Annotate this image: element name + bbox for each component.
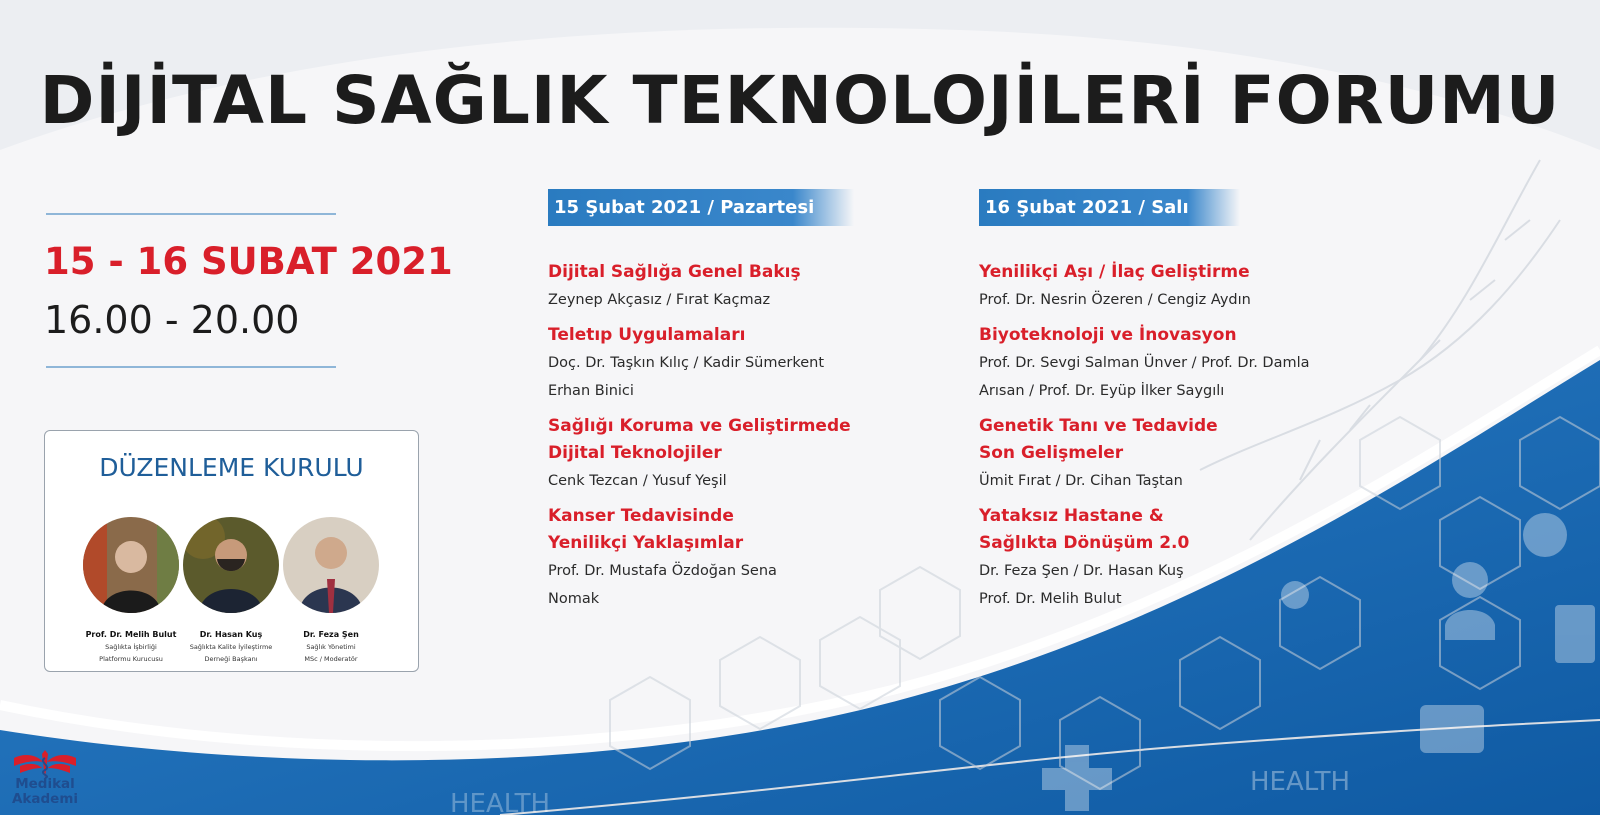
session-item: [548, 322, 968, 405]
session-title: Yenilikçi Aşı / İlaç Geliştirme: [979, 262, 1250, 282]
session-item: [979, 322, 1399, 405]
session-speakers: Ümit Fırat / Dr. Cihan Taştan: [979, 473, 1183, 489]
member-photo: [283, 517, 379, 613]
session-item: [979, 413, 1399, 495]
session-speakers: Cenk Tezcan / Yusuf Yeşil: [548, 473, 727, 489]
committee-member: [275, 517, 387, 663]
member-photo: [183, 517, 279, 613]
session-title: Dijital Sağlığa Genel Bakış: [548, 262, 801, 282]
session-speakers: Prof. Dr. Nesrin Özeren / Cengiz Aydın: [979, 292, 1251, 308]
organizing-committee-card: [44, 430, 419, 672]
session-speakers: Doç. Dr. Taşkın Kılıç / Kadir Sümerkent Erhan Binici: [548, 355, 825, 399]
page-title: DİJİTAL SAĞLIK TEKNOLOJİLERİ FORUMU: [39, 62, 1561, 139]
committee-heading: DÜZENLEME KURULU: [99, 453, 364, 482]
member-role-line1: Sağlık Yönetimi: [306, 643, 356, 651]
logo-wordmark: [8, 777, 82, 807]
event-hours: 16.00 - 20.00: [44, 298, 300, 342]
day-1-program: [548, 259, 968, 621]
session-title: Teletıp Uygulamaları: [548, 325, 746, 345]
member-role-line1: Sağlıkta Kalite İyileştirme: [189, 643, 273, 651]
session-speakers: Prof. Dr. Sevgi Salman Ünver / Prof. Dr. Damla Arısan / Prof. Dr. Eyüp İlker Saygılı: [979, 355, 1310, 399]
member-photo: [83, 517, 179, 613]
session-item: [548, 413, 968, 495]
session-item: [548, 259, 968, 314]
member-role-line1: Sağlıkta İşbirliği: [105, 643, 157, 651]
logo-line-2: Akademi: [11, 791, 79, 807]
committee-member: [75, 517, 187, 663]
day-1-header: 15 Şubat 2021 / Pazartesi: [548, 189, 854, 226]
event-dates: 15 - 16 SUBAT 2021: [44, 240, 453, 283]
session-title: Yataksız Hastane & Sağlıkta Dönüşüm 2.0: [979, 506, 1190, 553]
session-item: [548, 503, 968, 613]
session-speakers: Zeynep Akçasız / Fırat Kaçmaz: [548, 292, 771, 308]
session-title: Kanser Tedavisinde Yenilikçi Yaklaşımlar: [548, 506, 744, 553]
day-2-program: [979, 259, 1399, 621]
session-item: [979, 503, 1399, 613]
committee-member: [175, 517, 287, 663]
day-2-header: 16 Şubat 2021 / Salı: [979, 189, 1240, 226]
member-role-line2: Platformu Kurucusu: [99, 655, 163, 663]
session-title: Biyoteknoloji ve İnovasyon: [979, 325, 1237, 345]
member-role-line2: MSc / Moderatör: [304, 655, 358, 663]
session-title: Sağlığı Koruma ve Geliştirmede Dijital Teknolojiler: [548, 416, 851, 463]
session-item: [979, 259, 1399, 314]
member-name: Dr. Hasan Kuş: [199, 630, 263, 639]
session-title: Genetik Tanı ve Tedavide Son Gelişmeler: [979, 416, 1218, 463]
background-health-text-1: HEALTH: [1250, 767, 1351, 797]
bottom-divider: [46, 366, 336, 368]
session-speakers: Prof. Dr. Mustafa Özdoğan Sena Nomak: [548, 563, 777, 607]
top-divider: [46, 213, 336, 215]
session-speakers: Dr. Feza Şen / Dr. Hasan Kuş Prof. Dr. Melih Bulut: [979, 563, 1184, 607]
member-name: Prof. Dr. Melih Bulut: [85, 630, 177, 639]
logo-line-1: Medikal: [15, 776, 75, 792]
background-health-text-2: HEALTH: [450, 789, 551, 815]
member-name: Dr. Feza Şen: [303, 630, 359, 639]
member-role-line2: Derneği Başkanı: [204, 655, 258, 663]
